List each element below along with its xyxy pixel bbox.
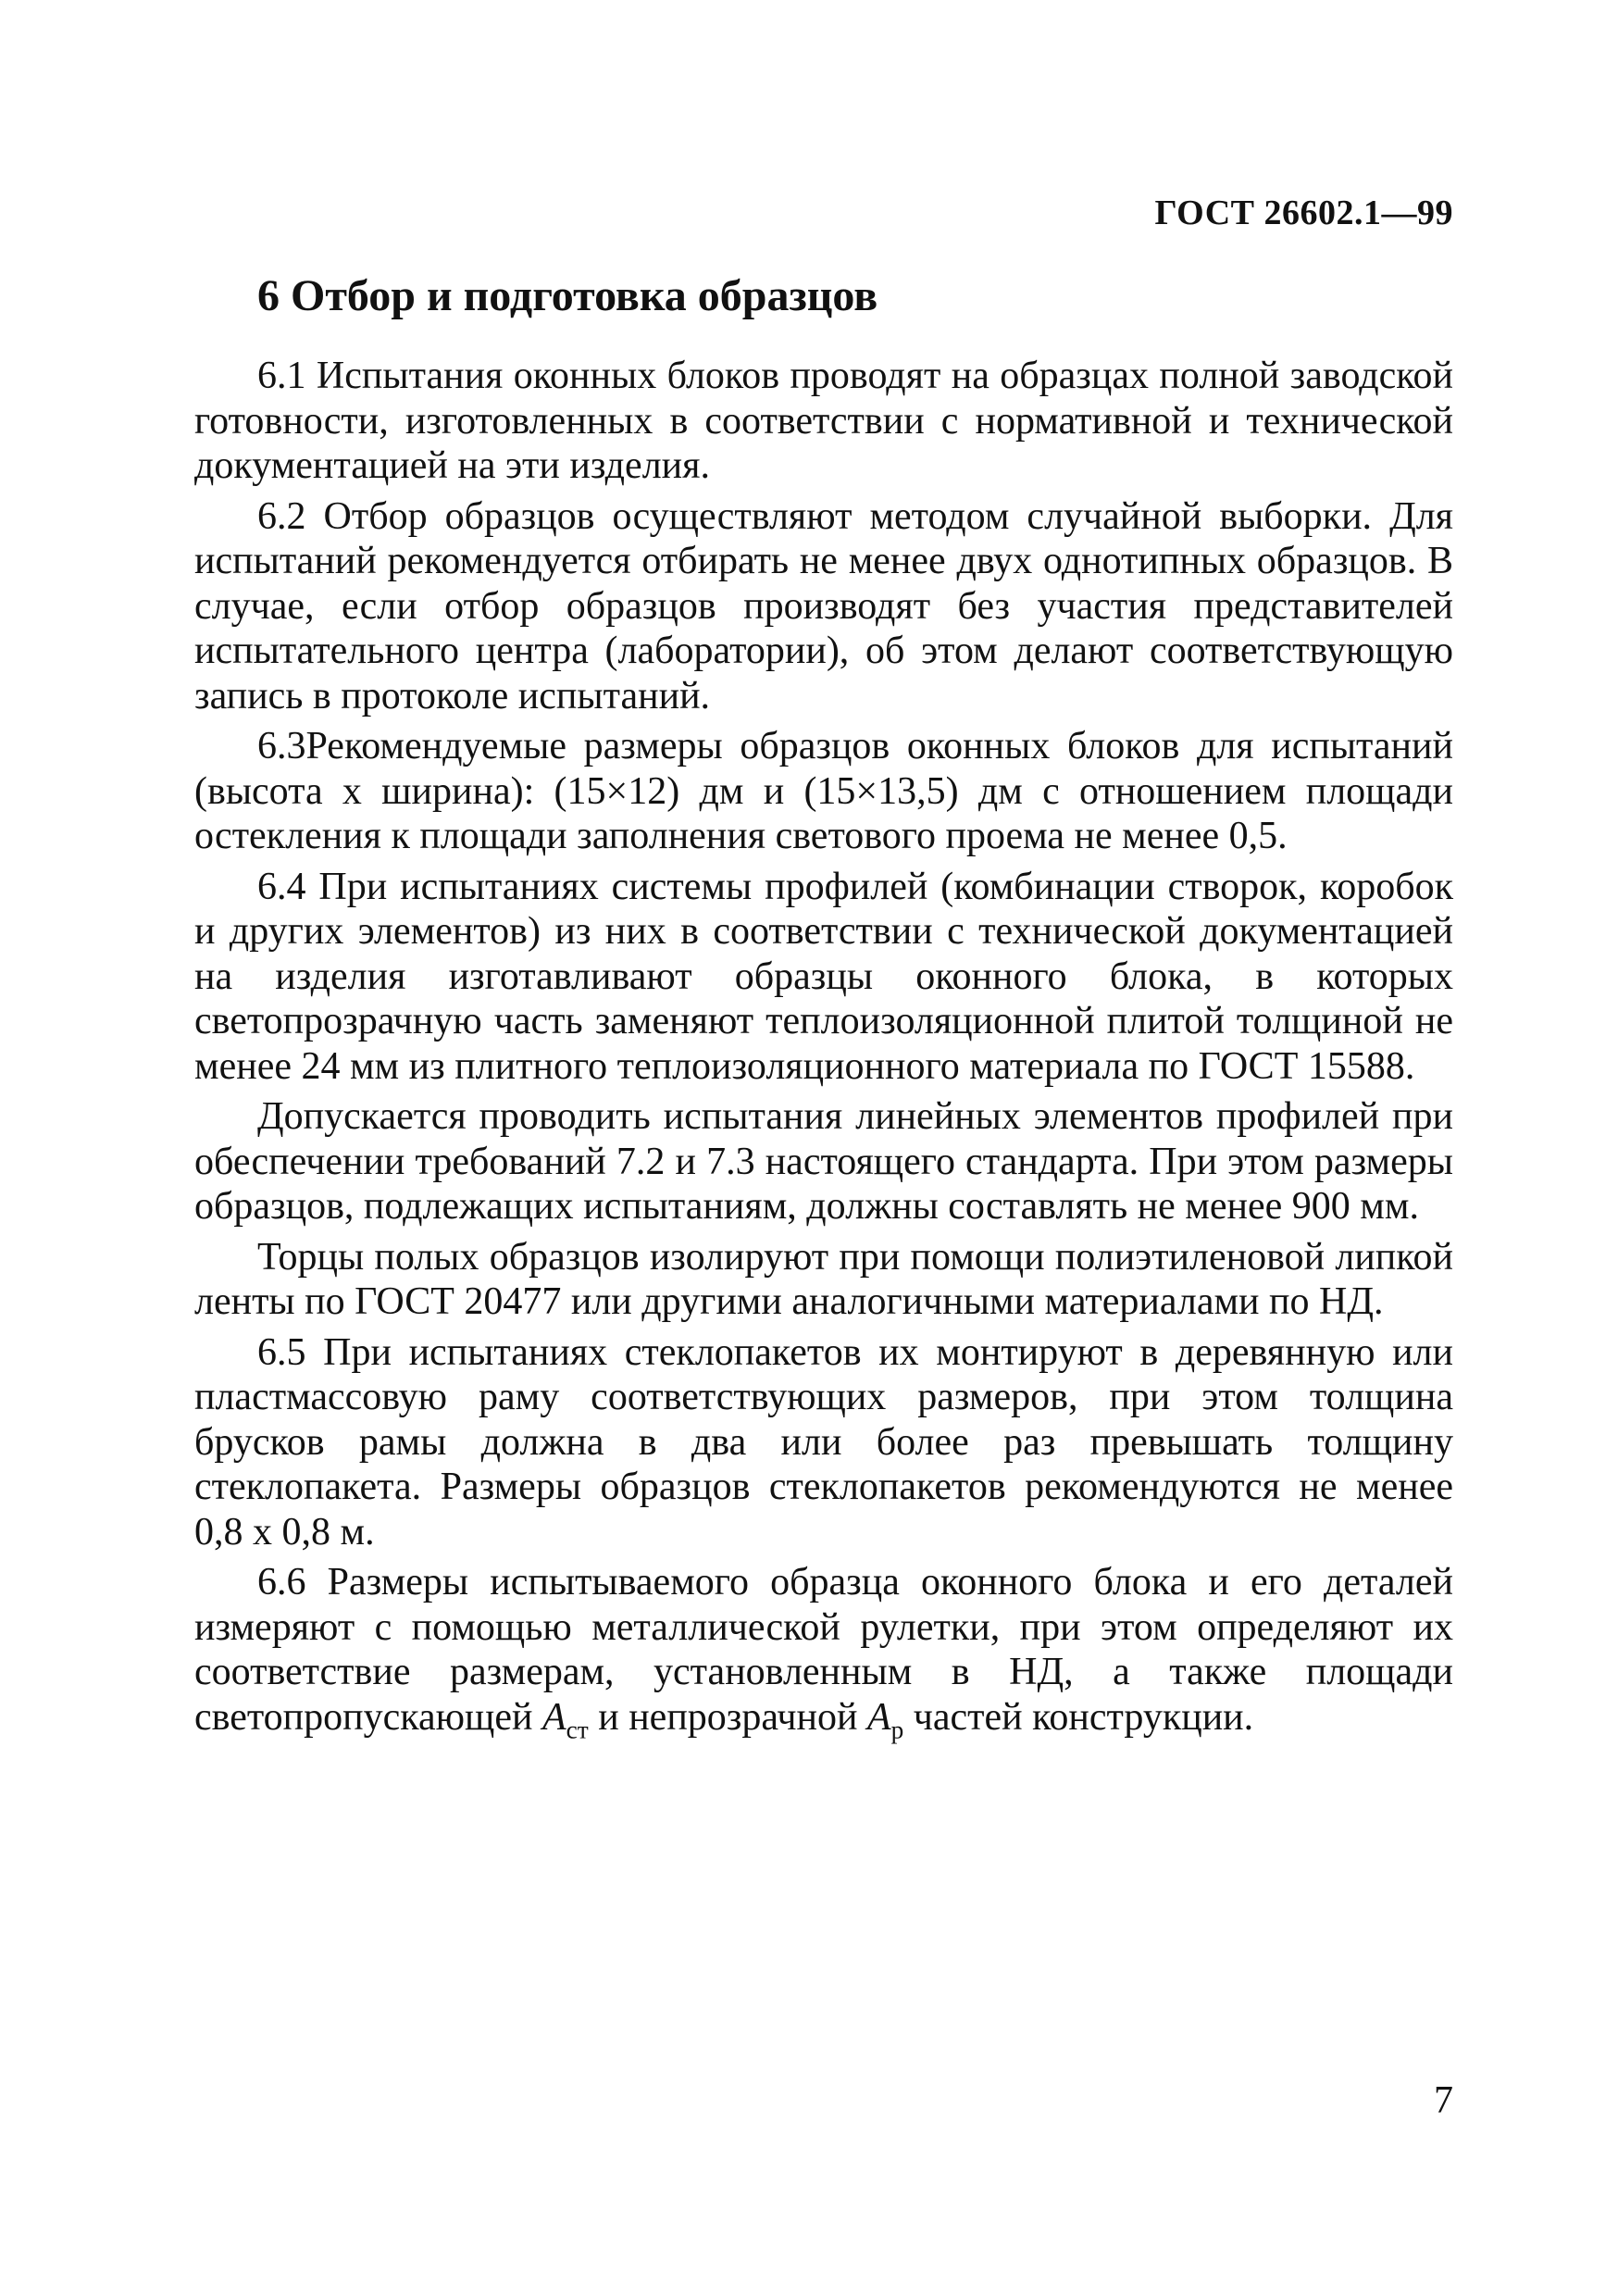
paragraph-6-2: 6.2 Отбор образцов осуществляют методом случайной выборки. Для испытаний рекомендуется отбирать не менее двух однотипных образцов. В случае, если отбор образцов производят без участия представителей испытательного центра (лаборатории), об этом делают соответствующую запись в протоколе испытаний. — [194, 494, 1453, 718]
symbol-a-st-subscript: ст — [566, 1716, 589, 1744]
symbol-a-st: A — [542, 1695, 566, 1739]
paragraph-6-6-text-middle: и непрозрачной — [588, 1695, 867, 1739]
paragraph-6-4: 6.4 При испытаниях системы профилей (комбинации створок, коробок и других элементов) из них в соответствии с технической документацией на изделия изготавливают образцы оконного блока, в которых светопрозрачную часть заменяют теплоизоляционной плитой толщиной не менее 24 мм из плитного теплоизоляционного материала по ГОСТ 15588. — [194, 865, 1453, 1088]
symbol-a-r-subscript: р — [890, 1716, 904, 1744]
paragraph-6-1: 6.1 Испытания оконных блоков проводят на образцах полной заводской готовности, изготовленных в соответствии с нормативной и технической документацией на эти изделия. — [194, 355, 1453, 487]
document-code: ГОСТ 26602.1—99 — [1154, 193, 1453, 232]
paragraph-6-5: 6.5 При испытаниях стеклопакетов их монтируют в деревянную или пластмассовую раму соответствующих размеров, при этом толщина брусков рамы должна в два или более раз превышать толщину стеклопакета. Размеры образцов стеклопакетов рекомендуются не менее 0,8 х 0,8 м. — [194, 1330, 1453, 1554]
symbol-a-r: A — [866, 1695, 891, 1739]
paragraph-6-6-text-before: 6.6 Размеры испытываемого образца оконного блока и его деталей измеряют с помощью металлической рулетки, при этом определяют их соответствие размерам, установленным в НД, а также площади светопропускающей — [194, 1561, 1453, 1739]
paragraph-6-6-text-after: частей конструкции. — [903, 1695, 1254, 1739]
section-body — [194, 354, 1453, 1758]
page-number: 7 — [1434, 2079, 1453, 2122]
paragraph-6-4-note-1: Допускается проводить испытания линейных элементов профилей при обеспечении требований 7.2 и 7.3 настоящего стандарта. При этом размеры образцов, подлежащих испытаниям, должны составлять не менее 900 мм. — [194, 1095, 1453, 1228]
section-title: 6 Отбор и подготовка образцов — [257, 271, 878, 320]
paragraph-6-6 — [194, 1560, 1453, 1753]
paragraph-6-4-note-2: Торцы полых образцов изолируют при помощи полиэтиленовой липкой ленты по ГОСТ 20477 или другими аналогичными материалами по НД. — [194, 1235, 1453, 1323]
paragraph-6-3: 6.3Рекомендуемые размеры образцов оконных блоков для испытаний (высота х ширина): (15×12) дм и (15×13,5) дм с отношением площади остекления к площади заполнения светового проема не менее 0,5. — [194, 725, 1453, 857]
